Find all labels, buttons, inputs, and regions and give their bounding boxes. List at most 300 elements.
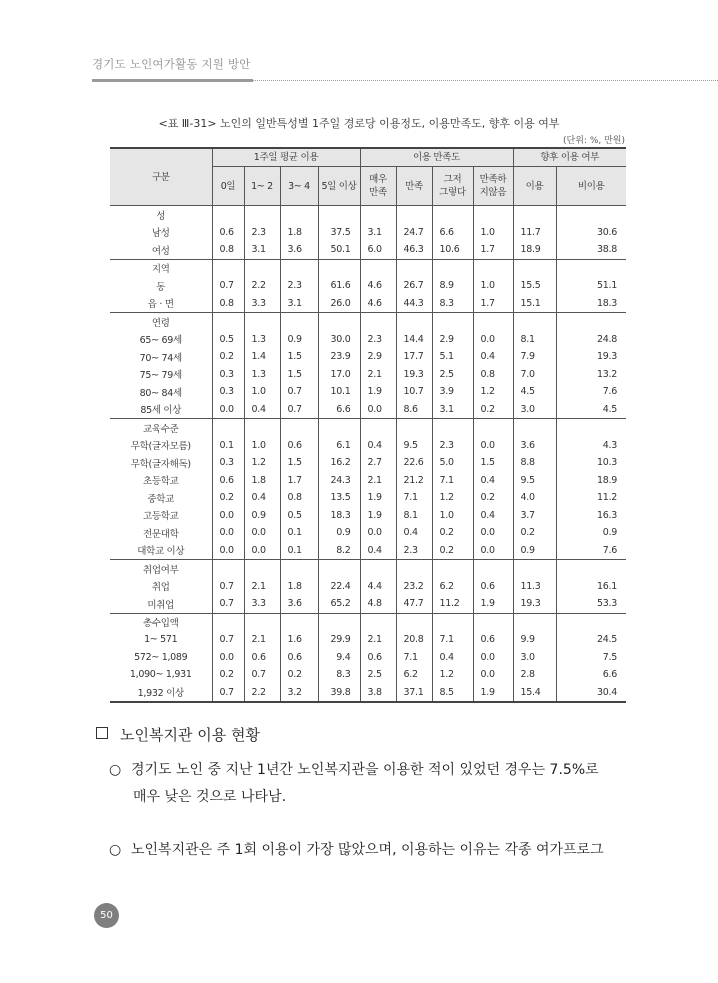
row-label: 80~ 84세	[110, 383, 212, 401]
table-title: <표 Ⅲ-31> 노인의 일반특성별 1주일 경로당 이용정도, 이용만족도, 향후 이용 여부	[158, 117, 560, 130]
unit-note: (단위: %, 만원)	[563, 136, 625, 146]
table-cell: 1.0	[473, 277, 513, 295]
table-cell: 6.2	[432, 578, 473, 596]
empty-cell	[360, 419, 396, 437]
table-cell: 16.3	[597, 509, 617, 521]
empty-cell	[513, 419, 556, 437]
running-header: 경기도 노인여가활동 지원 방안	[92, 57, 251, 71]
column-header: 만족	[396, 167, 432, 206]
table-cell: 15.1	[513, 295, 556, 313]
table-cell: 6.0	[360, 241, 396, 259]
table-cell: 0.2	[513, 524, 556, 542]
table-cell: 3.1	[280, 295, 318, 313]
table-cell: 2.1	[244, 631, 280, 649]
column-header: 5일 이상	[318, 167, 360, 206]
table-cell: 24.5	[597, 634, 617, 646]
table-cell: 0.4	[473, 348, 513, 366]
empty-cell	[318, 613, 360, 631]
table-cell: 18.3	[556, 295, 626, 313]
table-cell: 0.6	[280, 649, 318, 667]
table-cell: 0.1	[280, 524, 318, 542]
table-cell: 0.2	[473, 401, 513, 419]
bullet-line: 노인복지관은 주 1회 이용이 가장 많았으며, 이용하는 이유는 각종 여가프로그	[131, 842, 604, 858]
empty-cell	[473, 560, 513, 578]
row-label: 고등학교	[110, 507, 212, 525]
group-header-satisfaction: 이용 만족도	[360, 148, 513, 167]
column-header: 그저 그렇다	[432, 167, 473, 206]
empty-cell	[432, 206, 473, 224]
table-cell: 0.4	[244, 401, 280, 419]
table-cell: 0.0	[473, 649, 513, 667]
empty-cell	[432, 613, 473, 631]
table-group-row	[110, 613, 626, 631]
table-cell: 1.8	[280, 224, 318, 242]
empty-cell	[556, 419, 626, 437]
group-label: 연령	[110, 313, 212, 331]
empty-cell	[318, 560, 360, 578]
table-cell: 19.3	[396, 366, 432, 384]
table-cell: 15.5	[513, 277, 556, 295]
table-cell: 17.0	[318, 366, 360, 384]
table-cell: 8.1	[396, 507, 432, 525]
table-cell: 7.6	[556, 542, 626, 560]
table-cell: 0.4	[473, 472, 513, 490]
table-cell: 0.7	[212, 578, 244, 596]
group-header-weekly-use: 1주일 평균 이용	[212, 148, 360, 167]
empty-cell	[513, 313, 556, 331]
table-cell: 0.5	[280, 507, 318, 525]
table-cell: 2.1	[360, 366, 396, 384]
circle-bullet-icon: ○	[109, 762, 122, 778]
table-cell: 47.7	[396, 595, 432, 613]
table-row	[110, 383, 626, 401]
empty-cell	[473, 613, 513, 631]
table-cell: 1.9	[360, 383, 396, 401]
table-cell: 1.5	[280, 454, 318, 472]
table-row	[110, 401, 626, 419]
table-cell: 8.3	[432, 295, 473, 313]
column-header: 매우 만족	[360, 167, 396, 206]
table-cell: 0.7	[212, 684, 244, 703]
table-cell: 1.0	[473, 224, 513, 242]
section-heading-text: 노인복지관 이용 현황	[120, 726, 260, 744]
row-header: 구분	[110, 148, 212, 206]
table-cell: 37.5	[318, 224, 360, 242]
table-cell: 10.6	[432, 241, 473, 259]
table-cell: 3.1	[432, 401, 473, 419]
empty-cell	[244, 259, 280, 277]
table-cell: 0.5	[212, 331, 244, 349]
table-cell: 1.2	[473, 383, 513, 401]
table-cell: 0.3	[212, 383, 244, 401]
table-cell: 1.5	[280, 348, 318, 366]
table-cell: 24.7	[396, 224, 432, 242]
empty-cell	[212, 313, 244, 331]
table-cell: 0.1	[212, 437, 244, 455]
table-cell: 0.7	[212, 595, 244, 613]
table-cell: 0.6	[212, 472, 244, 490]
table-cell: 24.8	[597, 333, 617, 345]
table-cell: 1.8	[244, 472, 280, 490]
table-cell: 0.9	[244, 507, 280, 525]
empty-cell	[280, 313, 318, 331]
group-header-future-use: 향후 이용 여부	[513, 148, 626, 167]
table-cell: 0.4	[396, 524, 432, 542]
table-cell: 3.3	[244, 295, 280, 313]
empty-cell	[212, 419, 244, 437]
table-cell: 10.3	[597, 457, 617, 469]
table-cell: 0.7	[212, 631, 244, 649]
bullet-paragraph	[109, 757, 633, 811]
table-cell: 0.0	[473, 666, 513, 684]
table-cell: 19.3	[513, 595, 556, 613]
table-cell: 0.2	[212, 666, 244, 684]
table-cell: 5.1	[432, 348, 473, 366]
row-label: 동	[110, 277, 212, 295]
table-cell: 2.3	[360, 331, 396, 349]
table-cell: 4.0	[513, 489, 556, 507]
table-row	[110, 241, 626, 259]
table-cell: 0.9	[318, 524, 360, 542]
row-label: 대학교 이상	[110, 542, 212, 560]
table-cell: 14.4	[396, 331, 432, 349]
table-cell: 0.4	[360, 437, 396, 455]
table-cell: 4.6	[360, 277, 396, 295]
table-cell: 3.9	[432, 383, 473, 401]
table-cell: 0.7	[212, 277, 244, 295]
table-cell: 3.1	[244, 241, 280, 259]
table-cell: 0.0	[473, 437, 513, 455]
table-cell: 1.2	[432, 489, 473, 507]
table-cell: 3.6	[280, 241, 318, 259]
table-cell: 30.4	[556, 684, 626, 703]
table-cell: 0.6	[360, 649, 396, 667]
table-cell: 29.9	[318, 631, 360, 649]
table-cell: 1.7	[280, 472, 318, 490]
table-cell: 1.8	[280, 578, 318, 596]
table-cell: 0.1	[280, 542, 318, 560]
table-cell: 4.4	[360, 578, 396, 596]
table-cell: 65.2	[318, 595, 360, 613]
empty-cell	[212, 259, 244, 277]
table-cell: 4.6	[360, 295, 396, 313]
table-cell: 2.1	[360, 472, 396, 490]
table-cell: 6.6	[432, 224, 473, 242]
table-cell: 0.0	[473, 331, 513, 349]
row-label: 70~ 74세	[110, 348, 212, 366]
table-cell: 3.6	[513, 437, 556, 455]
row-label: 취업	[110, 578, 212, 596]
table-cell: 0.7	[280, 401, 318, 419]
table-cell: 0.2	[432, 524, 473, 542]
empty-cell	[280, 259, 318, 277]
column-header: 3~ 4	[280, 167, 318, 206]
table-cell: 4.5	[513, 383, 556, 401]
table-cell: 22.6	[396, 454, 432, 472]
table-cell: 3.6	[280, 595, 318, 613]
table-cell: 6.6	[602, 669, 617, 681]
table-cell: 1.2	[244, 454, 280, 472]
table-row	[110, 542, 626, 560]
table-cell: 11.3	[513, 578, 556, 596]
group-label: 지역	[110, 259, 212, 277]
header-rule	[92, 79, 253, 82]
row-label: 1,090~ 1,931	[110, 666, 212, 684]
table-cell: 8.2	[318, 542, 360, 560]
empty-cell	[318, 259, 360, 277]
table-row	[110, 437, 626, 455]
table-cell: 9.5	[396, 437, 432, 455]
table-cell: 11.2	[432, 595, 473, 613]
table-cell: 0.4	[473, 507, 513, 525]
table-group-row	[110, 313, 626, 331]
table-cell: 2.3	[244, 224, 280, 242]
table-row	[110, 295, 626, 313]
table-row	[110, 489, 626, 507]
bullet-paragraph	[109, 837, 633, 864]
table-cell: 0.0	[212, 542, 244, 560]
table-cell: 0.0	[244, 542, 280, 560]
table-cell: 7.1	[396, 489, 432, 507]
table-cell: 13.2	[597, 368, 617, 380]
table-row	[110, 454, 626, 472]
table-cell: 2.9	[432, 331, 473, 349]
table-cell: 4.3	[602, 439, 617, 451]
table-cell: 0.6	[212, 224, 244, 242]
table-cell: 2.1	[360, 631, 396, 649]
table-row	[110, 331, 626, 349]
table-cell: 0.2	[432, 542, 473, 560]
empty-cell	[513, 206, 556, 224]
table-cell: 0.4	[360, 542, 396, 560]
table-cell: 7.1	[396, 649, 432, 667]
table-row	[110, 277, 626, 295]
table-cell: 2.1	[244, 578, 280, 596]
table-cell: 0.7	[244, 666, 280, 684]
table-cell: 0.7	[280, 383, 318, 401]
row-label: 무학(글자모름)	[110, 437, 212, 455]
table-cell: 0.0	[360, 524, 396, 542]
row-label: 572~ 1,089	[110, 649, 212, 667]
table-row	[110, 507, 626, 525]
table-cell: 10.7	[396, 383, 432, 401]
empty-cell	[473, 313, 513, 331]
empty-cell	[556, 259, 626, 277]
table-cell: 0.3	[212, 366, 244, 384]
table-cell: 0.6	[244, 649, 280, 667]
row-label: 85세 이상	[110, 401, 212, 419]
table-cell: 8.6	[396, 401, 432, 419]
empty-cell	[212, 613, 244, 631]
table-cell: 51.1	[597, 280, 617, 292]
table-cell: 3.0	[513, 649, 556, 667]
table-row	[110, 472, 626, 490]
table-row	[110, 578, 626, 596]
empty-cell	[244, 560, 280, 578]
empty-cell	[556, 613, 626, 631]
table-cell: 30.0	[318, 331, 360, 349]
table-cell: 13.5	[318, 489, 360, 507]
empty-cell	[280, 613, 318, 631]
empty-cell	[318, 206, 360, 224]
row-label: 전문대학	[110, 524, 212, 542]
table-cell: 2.9	[360, 348, 396, 366]
row-label: 65~ 69세	[110, 331, 212, 349]
empty-cell	[244, 313, 280, 331]
empty-cell	[473, 259, 513, 277]
table-cell: 26.7	[396, 277, 432, 295]
empty-cell	[212, 206, 244, 224]
empty-cell	[318, 419, 360, 437]
empty-cell	[473, 206, 513, 224]
table-cell: 1.0	[244, 383, 280, 401]
row-label: 무학(글자해독)	[110, 454, 212, 472]
table-cell: 0.0	[360, 401, 396, 419]
table-cell: 2.3	[396, 542, 432, 560]
table-cell: 18.9	[597, 474, 617, 486]
table-cell: 3.3	[244, 595, 280, 613]
empty-cell	[473, 419, 513, 437]
empty-cell	[244, 419, 280, 437]
table-cell: 0.9	[602, 527, 617, 539]
bullet-line-continued: 매우 낮은 것으로 나타남.	[133, 789, 287, 805]
table-cell: 22.4	[318, 578, 360, 596]
empty-cell	[513, 560, 556, 578]
table-cell: 8.5	[432, 684, 473, 703]
table-cell: 0.8	[473, 366, 513, 384]
row-label: 75~ 79세	[110, 366, 212, 384]
table-cell: 1.4	[244, 348, 280, 366]
empty-cell	[513, 259, 556, 277]
table-cell: 1.0	[432, 507, 473, 525]
table-cell: 0.2	[473, 489, 513, 507]
empty-cell	[318, 313, 360, 331]
table-cell: 0.6	[473, 631, 513, 649]
table-group-row	[110, 206, 626, 224]
column-header: 0일	[212, 167, 244, 206]
table-cell: 2.8	[513, 666, 556, 684]
empty-cell	[396, 313, 432, 331]
empty-cell	[244, 206, 280, 224]
table-cell: 2.3	[280, 277, 318, 295]
empty-cell	[396, 206, 432, 224]
empty-cell	[432, 560, 473, 578]
table-cell: 53.3	[556, 595, 626, 613]
table-cell: 26.0	[318, 295, 360, 313]
table-cell: 1.5	[280, 366, 318, 384]
column-header: 이용	[513, 167, 556, 206]
table-cell: 1.9	[473, 595, 513, 613]
empty-cell	[432, 419, 473, 437]
empty-cell	[360, 313, 396, 331]
table-row	[110, 666, 626, 684]
row-label: 남성	[110, 224, 212, 242]
table-cell: 17.7	[396, 348, 432, 366]
empty-cell	[360, 259, 396, 277]
table-cell: 61.6	[318, 277, 360, 295]
table-cell: 30.6	[597, 226, 617, 238]
table-cell: 1.9	[360, 489, 396, 507]
table-cell: 0.4	[432, 649, 473, 667]
table-cell: 19.3	[597, 351, 617, 363]
table-row	[110, 595, 626, 613]
table-cell: 7.6	[602, 386, 617, 398]
table-cell: 10.1	[318, 383, 360, 401]
section-heading	[96, 724, 260, 745]
table-cell: 8.8	[513, 454, 556, 472]
table-cell: 0.0	[473, 524, 513, 542]
empty-cell	[556, 206, 626, 224]
table-cell: 2.2	[244, 684, 280, 703]
table-cell: 11.7	[513, 224, 556, 242]
table-group-row	[110, 560, 626, 578]
table-cell: 1.9	[360, 507, 396, 525]
group-label: 취업여부	[110, 560, 212, 578]
checkbox-square-icon	[96, 727, 108, 739]
table-cell: 2.7	[360, 454, 396, 472]
table-cell: 1.7	[473, 241, 513, 259]
table-cell: 3.8	[360, 684, 396, 703]
table-cell: 0.0	[212, 507, 244, 525]
table-cell: 7.1	[432, 472, 473, 490]
empty-cell	[360, 206, 396, 224]
column-header: 1~ 2	[244, 167, 280, 206]
table-cell: 3.7	[513, 507, 556, 525]
table-cell: 6.1	[318, 437, 360, 455]
circle-bullet-icon: ○	[109, 842, 122, 858]
table-cell: 0.9	[513, 542, 556, 560]
table-cell: 18.9	[513, 241, 556, 259]
table-group-row	[110, 419, 626, 437]
table-cell: 0.3	[212, 454, 244, 472]
table-cell: 1.3	[244, 366, 280, 384]
table-cell: 37.1	[396, 684, 432, 703]
table-cell: 0.6	[473, 578, 513, 596]
table-cell: 50.1	[318, 241, 360, 259]
table-cell: 0.0	[212, 524, 244, 542]
table-cell: 0.0	[212, 649, 244, 667]
table-row	[110, 224, 626, 242]
table-row	[110, 649, 626, 667]
table-cell: 0.6	[280, 437, 318, 455]
empty-cell	[396, 560, 432, 578]
table-cell: 7.9	[513, 348, 556, 366]
table-cell: 2.3	[432, 437, 473, 455]
table-cell: 1.3	[244, 331, 280, 349]
table-row	[110, 366, 626, 384]
table-cell: 7.0	[513, 366, 556, 384]
table-cell: 0.0	[244, 524, 280, 542]
empty-cell	[396, 613, 432, 631]
table-cell: 8.3	[318, 666, 360, 684]
table-cell: 0.8	[212, 295, 244, 313]
table-cell: 15.4	[513, 684, 556, 703]
row-label: 1~ 571	[110, 631, 212, 649]
empty-cell	[432, 259, 473, 277]
empty-cell	[396, 419, 432, 437]
empty-cell	[280, 419, 318, 437]
column-header: 비이용	[556, 167, 626, 206]
table-cell: 11.2	[597, 492, 617, 504]
table-cell: 1.7	[473, 295, 513, 313]
table-cell: 0.4	[244, 489, 280, 507]
table-cell: 38.8	[556, 241, 626, 259]
table-cell: 3.1	[360, 224, 396, 242]
table-cell: 0.2	[280, 666, 318, 684]
table-group-row	[110, 259, 626, 277]
table-cell: 8.9	[432, 277, 473, 295]
row-label: 여성	[110, 241, 212, 259]
